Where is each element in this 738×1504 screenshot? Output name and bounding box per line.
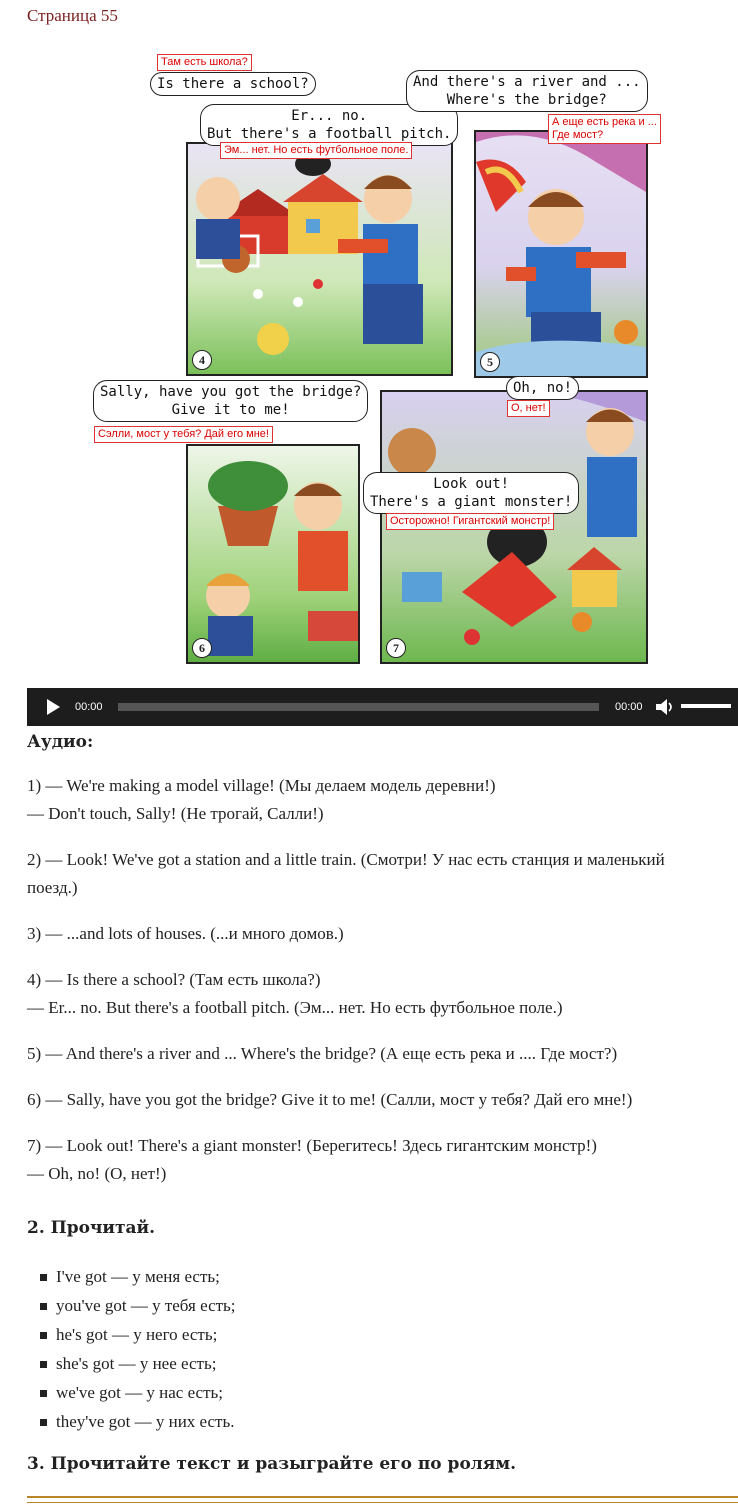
comic-panel-5 xyxy=(474,130,648,378)
dialog-line: 3) — ...and lots of houses. (...и много домов.) xyxy=(27,924,344,943)
section-3-heading: 3. Прочитайте текст и разыграйте его по ролям. xyxy=(27,1454,517,1474)
dialog-entry xyxy=(27,1132,717,1188)
duration-time: 00:00 xyxy=(615,701,643,713)
bubble-line: And there's a river and ... xyxy=(413,74,641,90)
bubble-line: Where's the bridge? xyxy=(446,92,607,108)
panel-4-drawing xyxy=(188,144,451,374)
list-item: we've got — у нас есть; xyxy=(38,1378,236,1407)
divider xyxy=(27,1496,738,1503)
list-item: I've got — у меня есть; xyxy=(38,1262,236,1291)
page-heading: Страница 55 xyxy=(27,6,118,25)
volume-slider[interactable] xyxy=(681,704,731,708)
dialog-transcript xyxy=(27,772,717,1206)
list-item: you've got — у тебя есть; xyxy=(38,1291,236,1320)
bubble-line: Look out! xyxy=(433,476,510,492)
dialog-line: — Oh, no! (О, нет!) xyxy=(27,1164,167,1183)
dialog-line: 6) — Sally, have you got the bridge? Give it to me! (Салли, мост у тебя? Дай его мне!) xyxy=(27,1090,633,1109)
list-item: they've got — у них есть. xyxy=(38,1407,236,1436)
list-item: she's got — у нее есть; xyxy=(38,1349,236,1378)
comic-panel-6 xyxy=(186,444,360,664)
audio-progress-track[interactable] xyxy=(118,703,599,711)
dialog-entry xyxy=(27,1086,717,1114)
current-time: 00:00 xyxy=(75,701,103,713)
bubble-line: Give it to me! xyxy=(171,402,290,418)
audio-player xyxy=(27,688,738,726)
comic-panel-4 xyxy=(186,142,453,376)
translation-label: Там есть школа? xyxy=(157,54,252,71)
speech-bubble: Is there a school? xyxy=(150,72,316,96)
panel-number: 4 xyxy=(192,350,212,370)
translation-line: А еще есть река и ... xyxy=(552,116,657,128)
dialog-line: — Er... no. But there's a football pitch. (Эм... нет. Но есть футбольное поле.) xyxy=(27,998,563,1017)
bubble-line: Er... no. xyxy=(291,108,368,124)
section-2-heading: 2. Прочитай. xyxy=(27,1218,156,1238)
dialog-entry xyxy=(27,920,717,948)
panel-number: 7 xyxy=(386,638,406,658)
dialog-line: — Don't touch, Sally! (Не трогай, Салли!) xyxy=(27,804,324,823)
dialog-entry xyxy=(27,966,717,1022)
panel-5-drawing xyxy=(476,132,646,376)
dialog-line: 5) — And there's a river and ... Where's the bridge? (А еще есть река и .... Где мост?) xyxy=(27,1044,618,1063)
speech-bubble xyxy=(363,472,579,514)
dialog-entry xyxy=(27,846,717,902)
translation-label: О, нет! xyxy=(507,400,550,417)
translation-label: Эм... нет. Но есть футбольное поле. xyxy=(220,142,412,159)
dialog-entry xyxy=(27,772,717,828)
dialog-line: 1) — We're making a model village! (Мы делаем модель деревни!) xyxy=(27,776,496,795)
translation-line: Где мост? xyxy=(552,129,604,141)
dialog-entry xyxy=(27,1040,717,1068)
dialog-line: 2) — Look! We've got a station and a little train. (Смотри! У нас есть станция и маленький поезд.) xyxy=(27,850,665,897)
speech-bubble xyxy=(93,380,368,422)
panel-number: 6 xyxy=(192,638,212,658)
comic-illustration xyxy=(98,52,680,664)
volume-icon[interactable] xyxy=(655,698,675,716)
translation-label: Осторожно! Гигантский монстр! xyxy=(386,513,554,530)
bubble-line: But there's a football pitch. xyxy=(207,126,452,142)
dialog-line: 4) — Is there a school? (Там есть школа?) xyxy=(27,970,321,989)
dialog-line: 7) — Look out! There's a giant monster! (Берегитесь! Здесь гигантским монстр!) xyxy=(27,1136,597,1155)
translation-label: Сэлли, мост у тебя? Дай его мне! xyxy=(94,426,273,443)
bubble-line: Sally, have you got the bridge? xyxy=(100,384,362,400)
speech-bubble: Oh, no! xyxy=(506,376,579,400)
panel-number: 5 xyxy=(480,352,500,372)
play-icon[interactable] xyxy=(47,699,60,715)
bubble-line: There's a giant monster! xyxy=(370,494,573,510)
audio-heading: Аудио: xyxy=(27,732,94,752)
speech-bubble xyxy=(406,70,648,112)
panel-6-drawing xyxy=(188,446,358,662)
grammar-list xyxy=(38,1262,236,1436)
list-item: he's got — у него есть; xyxy=(38,1320,236,1349)
translation-label xyxy=(548,114,661,144)
